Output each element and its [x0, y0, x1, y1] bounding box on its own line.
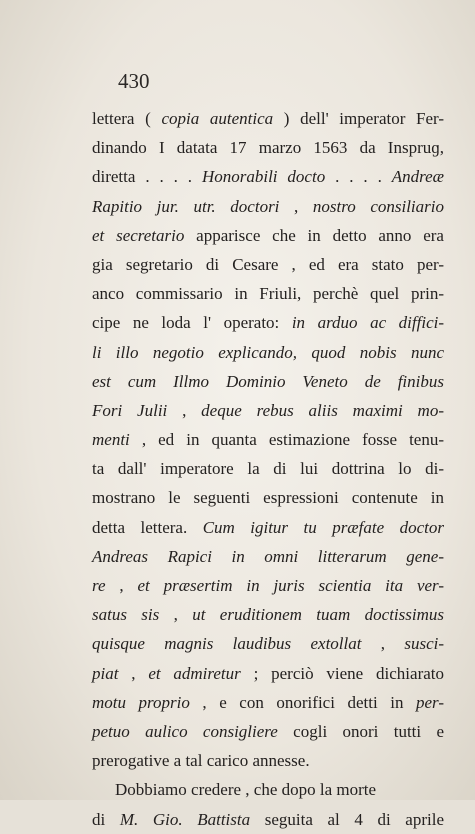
roman-text: anco commissario in Friuli, perchè quel prin- — [92, 284, 444, 304]
italic-text: deque rebus aliis maximi mo- — [201, 400, 444, 420]
italic-text: petuo aulico consigliere — [92, 721, 278, 741]
italic-text: Andreæ — [391, 167, 444, 187]
page-number: 430 — [118, 69, 150, 93]
body-text — [92, 104, 444, 834]
text-line — [92, 250, 444, 279]
italic-text: Andreas Rapici in omni litterarum gene- — [92, 546, 444, 566]
roman-text: , — [361, 634, 405, 654]
italic-text: satus sis — [92, 605, 160, 625]
roman-text: ; perciò viene dichiarato — [240, 663, 445, 683]
text-line — [92, 483, 444, 512]
roman-text: apparisce che in detto anno era — [184, 225, 444, 245]
text-line — [92, 162, 444, 191]
italic-text: Fori Julii — [92, 400, 168, 420]
italic-text: et secretario — [92, 225, 185, 245]
italic-text: Honorabili docto — [201, 167, 326, 187]
italic-text: Rapitio jur. utr. doctori — [92, 196, 280, 216]
roman-text: , e con onorifici detti in — [189, 692, 417, 712]
text-line — [92, 367, 444, 396]
italic-text: et præsertim in juris scientia ita ver- — [137, 576, 444, 595]
italic-text: per- — [416, 692, 444, 712]
italic-text: li illo negotio explicando, quod nobis nunc — [92, 342, 444, 362]
text-line — [92, 221, 444, 250]
text-line — [92, 659, 444, 688]
text-line — [92, 513, 444, 542]
roman-text: detta lettera. — [92, 517, 203, 537]
roman-text: . . . . — [325, 167, 392, 187]
roman-text: ) dell' imperator Fer- — [273, 109, 445, 128]
italic-text: ut eruditionem tuam doctissimus — [192, 605, 444, 625]
text-line — [92, 775, 444, 804]
text-line — [92, 454, 444, 483]
text-line — [92, 746, 444, 775]
text-line — [92, 542, 444, 571]
text-line — [92, 688, 444, 717]
italic-text: menti — [92, 430, 130, 450]
text-line — [92, 600, 444, 629]
italic-text: Cum igitur tu præfate doctor — [202, 517, 444, 537]
text-line — [92, 133, 444, 162]
roman-text: , ed in quanta estimazione fosse tenu- — [129, 430, 444, 450]
text-line — [92, 717, 444, 746]
roman-text: ta dall' imperatore la di lui dottrina lo di- — [92, 459, 444, 479]
roman-text: , — [105, 576, 138, 595]
text-line — [92, 308, 444, 337]
roman-text: diretta . . . . — [92, 167, 202, 187]
text-line — [92, 104, 444, 133]
roman-text: mostrano le seguenti espressioni contenute in — [92, 488, 444, 508]
text-line — [92, 192, 444, 221]
roman-text: cipe ne loda l' operato: — [92, 313, 292, 333]
roman-text: , — [167, 400, 202, 420]
italic-text: et admiretur — [148, 663, 241, 683]
text-line — [92, 396, 444, 425]
roman-text: , — [159, 605, 193, 625]
roman-text: cogli onori tutti e — [277, 721, 444, 741]
roman-text: dinando I datata 17 marzo 1563 da Inspruɡ, — [92, 138, 444, 158]
italic-text: motu proprio — [92, 692, 190, 712]
italic-text: M. Gio. Battista — [119, 809, 251, 829]
roman-text: Dobbiamo credere , che dopo la morte — [115, 780, 377, 800]
roman-text: prerogative a tal carico annesse. — [92, 751, 310, 771]
text-line — [92, 279, 444, 308]
roman-text: , — [118, 663, 149, 683]
italic-text: piat — [92, 663, 119, 683]
text-line — [92, 805, 444, 834]
italic-text: est cum Illmo Dominio Veneto de finibus — [92, 371, 444, 391]
text-line — [92, 571, 444, 600]
roman-text: di — [92, 809, 120, 829]
text-line — [92, 425, 444, 454]
italic-text: in arduo ac diffici- — [291, 313, 444, 333]
text-line — [92, 629, 444, 658]
italic-text: copia autentica — [161, 109, 274, 128]
italic-text: susci- — [404, 634, 445, 654]
roman-text: seguita al 4 di aprile — [250, 809, 445, 829]
roman-text: , — [279, 196, 313, 216]
italic-text: quisque magnis laudibus extollat — [92, 634, 362, 654]
italic-text: nostro consiliario — [312, 196, 444, 216]
italic-text: re — [92, 576, 106, 595]
roman-text: gia segretario di Cesare , ed era stato per- — [92, 254, 444, 274]
roman-text: lettera ( — [92, 109, 162, 128]
text-line — [92, 338, 444, 367]
